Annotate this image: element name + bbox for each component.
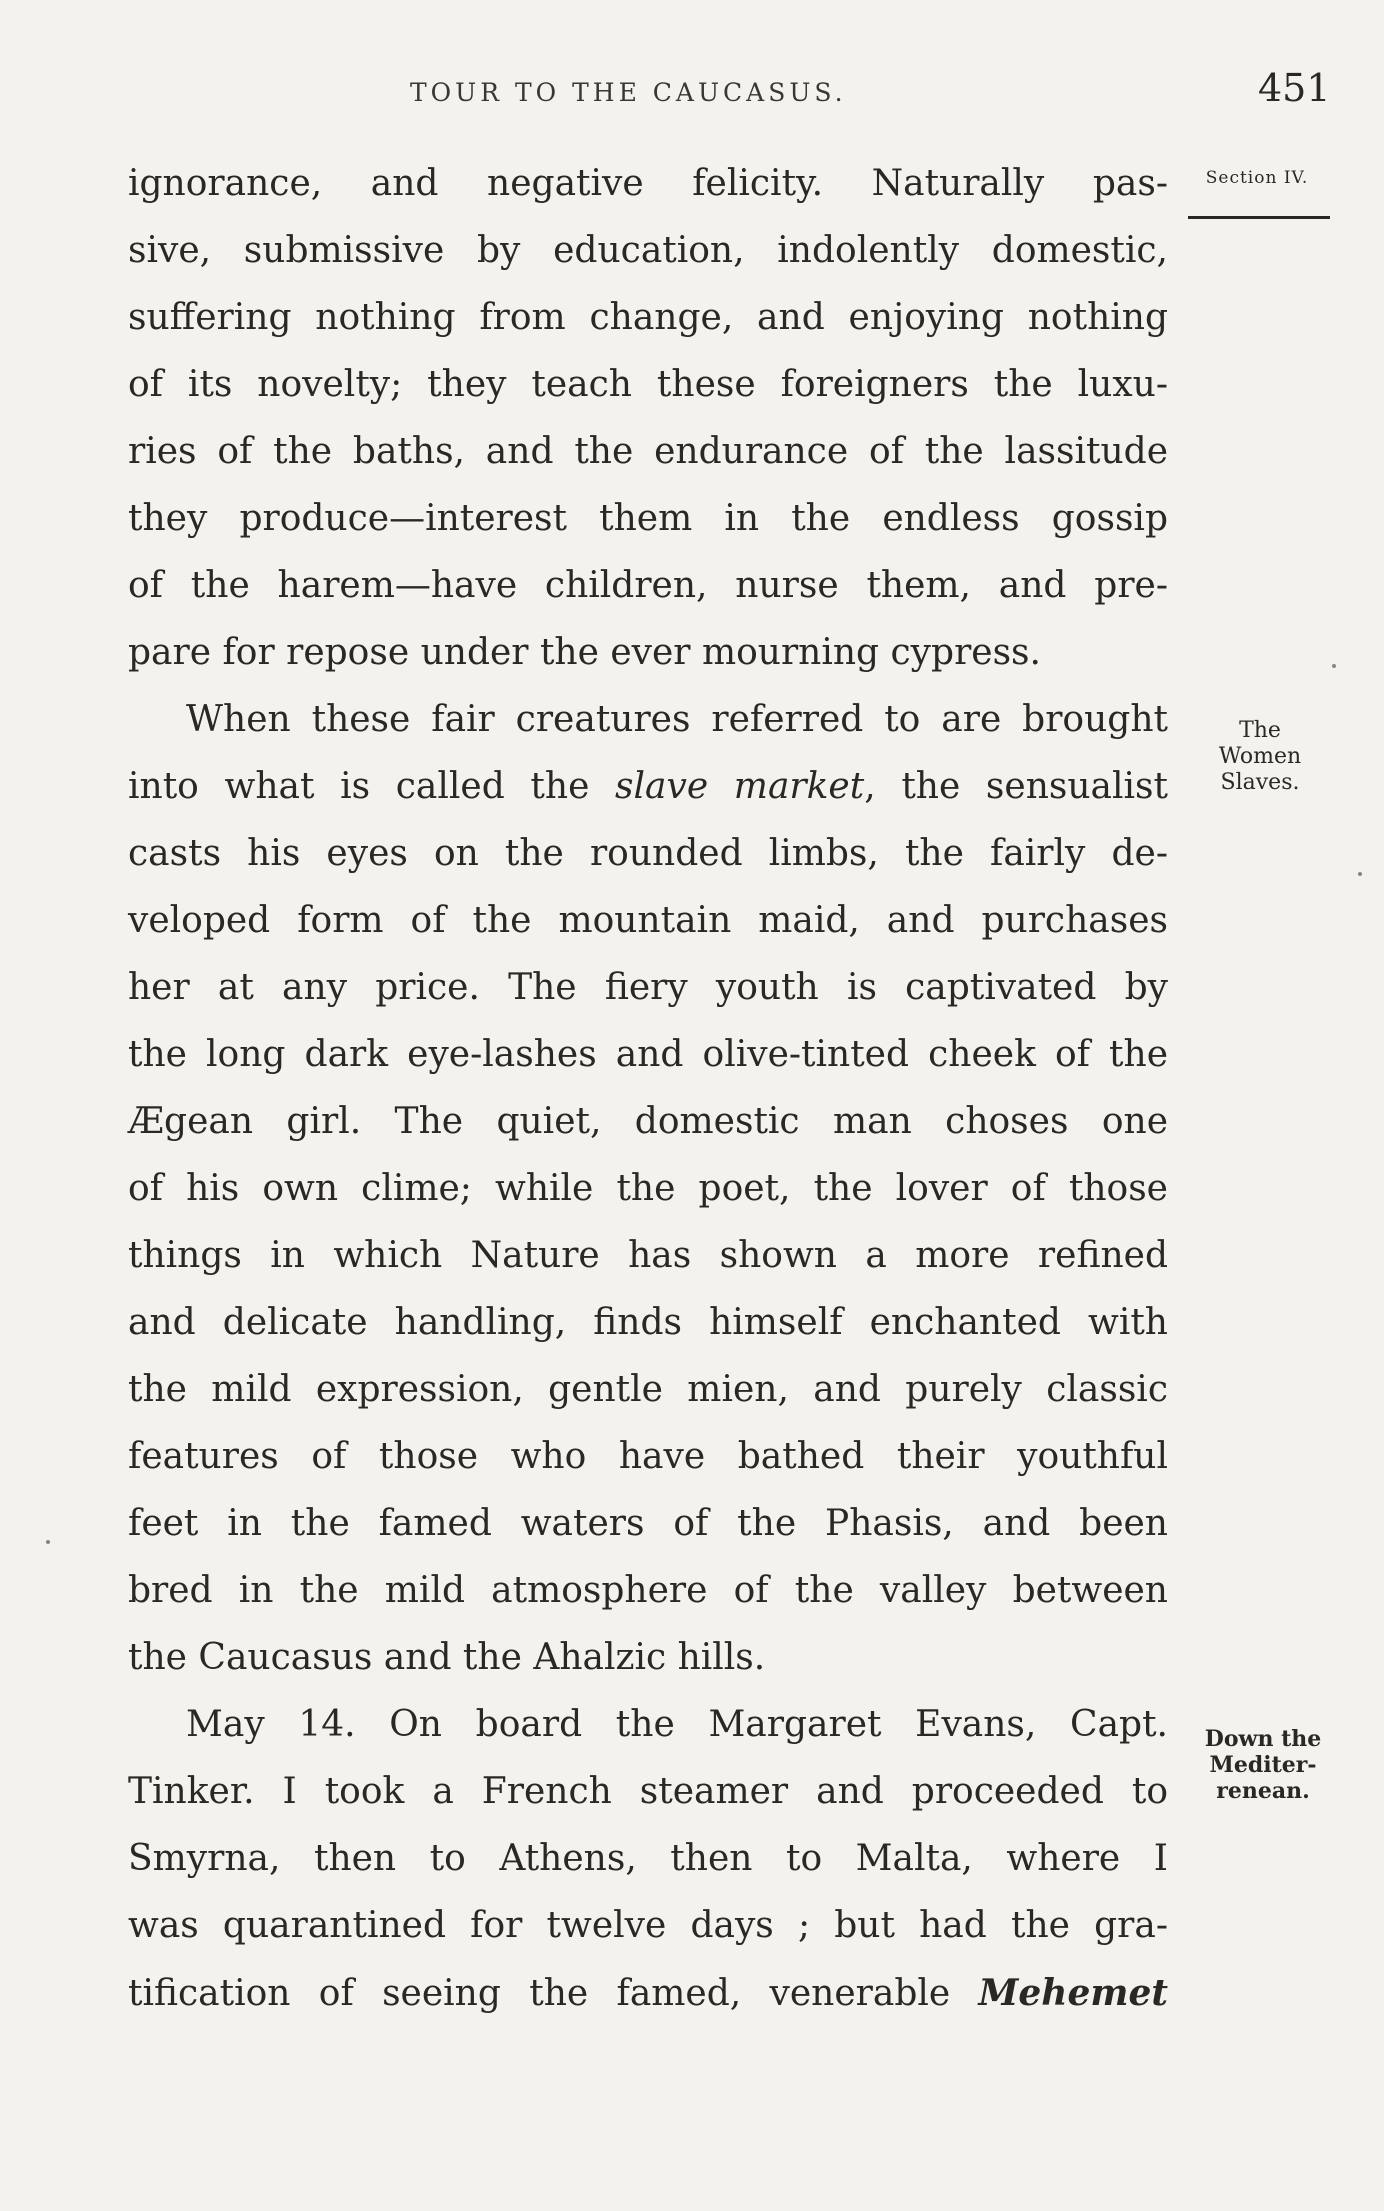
text-line: May 14. On board the Margaret Evans, Capt. bbox=[186, 1704, 1168, 1745]
text-line: of the harem—have children, nurse them, and pre- bbox=[128, 565, 1168, 606]
paper-speck bbox=[46, 1540, 50, 1544]
italic-phrase: slave market bbox=[615, 766, 865, 807]
text-line: they produce—interest them in the endless gossip bbox=[128, 498, 1168, 539]
text-line: sive, submissive by education, indolently domestic, bbox=[128, 230, 1168, 271]
marginal-note-women-slaves bbox=[1190, 718, 1330, 796]
marginal-note-line: Mediter- bbox=[1209, 1752, 1317, 1778]
marginal-note-line: renean. bbox=[1216, 1778, 1310, 1804]
text-segment: into what is called the bbox=[128, 766, 616, 807]
text-line bbox=[128, 1971, 1168, 2016]
paper-speck bbox=[1358, 872, 1362, 876]
text-line: of his own clime; while the poet, the lover of those bbox=[128, 1168, 1168, 1209]
text-line: ignorance, and negative felicity. Naturally pas- bbox=[128, 163, 1168, 204]
text-line: When these fair creatures referred to are brought bbox=[186, 699, 1168, 740]
text-line: the long dark eye-lashes and olive-tinted cheek of the bbox=[128, 1034, 1168, 1075]
italic-name: Mehemet bbox=[978, 1972, 1168, 2014]
text-line: the mild expression, gentle mien, and purely classic bbox=[128, 1369, 1168, 1410]
text-line: veloped form of the mountain maid, and purchases bbox=[128, 900, 1168, 941]
text-line: Smyrna, then to Athens, then to Malta, where I bbox=[128, 1838, 1168, 1879]
page-number: 451 bbox=[1258, 66, 1331, 110]
text-line: was quarantined for twelve days ; but had the gra- bbox=[128, 1905, 1168, 1946]
text-line: feet in the famed waters of the Phasis, and been bbox=[128, 1503, 1168, 1544]
text-line bbox=[128, 765, 1168, 809]
paper-speck bbox=[1332, 664, 1336, 668]
section-rule bbox=[1188, 216, 1330, 219]
text-line: pare for repose under the ever mourning cypress. bbox=[128, 632, 1041, 673]
text-segment: , the sensualist bbox=[864, 766, 1168, 807]
marginal-note-mediterranean bbox=[1178, 1726, 1348, 1804]
section-marginal-note: Section IV. bbox=[1205, 168, 1309, 188]
text-segment: tification of seeing the famed, venerable bbox=[128, 1973, 979, 2014]
marginal-note-line: The bbox=[1239, 718, 1281, 743]
text-line: features of those who have bathed their youthful bbox=[128, 1436, 1168, 1477]
text-line: suffering nothing from change, and enjoying nothing bbox=[128, 297, 1168, 338]
text-line: her at any price. The fiery youth is captivated by bbox=[128, 967, 1168, 1008]
text-line: casts his eyes on the rounded limbs, the fairly de- bbox=[128, 833, 1168, 874]
text-line: the Caucasus and the Ahalzic hills. bbox=[128, 1637, 766, 1678]
text-line: bred in the mild atmosphere of the valley between bbox=[128, 1570, 1168, 1611]
text-line: Ægean girl. The quiet, domestic man choses one bbox=[128, 1101, 1168, 1142]
text-line: and delicate handling, finds himself enchanted with bbox=[128, 1302, 1168, 1343]
marginal-note-line: Slaves. bbox=[1220, 770, 1300, 795]
marginal-note-line: Down the bbox=[1204, 1726, 1322, 1752]
text-line: Tinker. I took a French steamer and proceeded to bbox=[128, 1771, 1168, 1812]
running-head: TOUR TO THE CAUCASUS. bbox=[410, 78, 847, 107]
marginal-note-line: Women bbox=[1218, 744, 1302, 769]
text-line: of its novelty; they teach these foreigners the luxu- bbox=[128, 364, 1168, 405]
text-line: things in which Nature has shown a more refined bbox=[128, 1235, 1168, 1276]
text-line: ries of the baths, and the endurance of the lassitude bbox=[128, 431, 1168, 472]
